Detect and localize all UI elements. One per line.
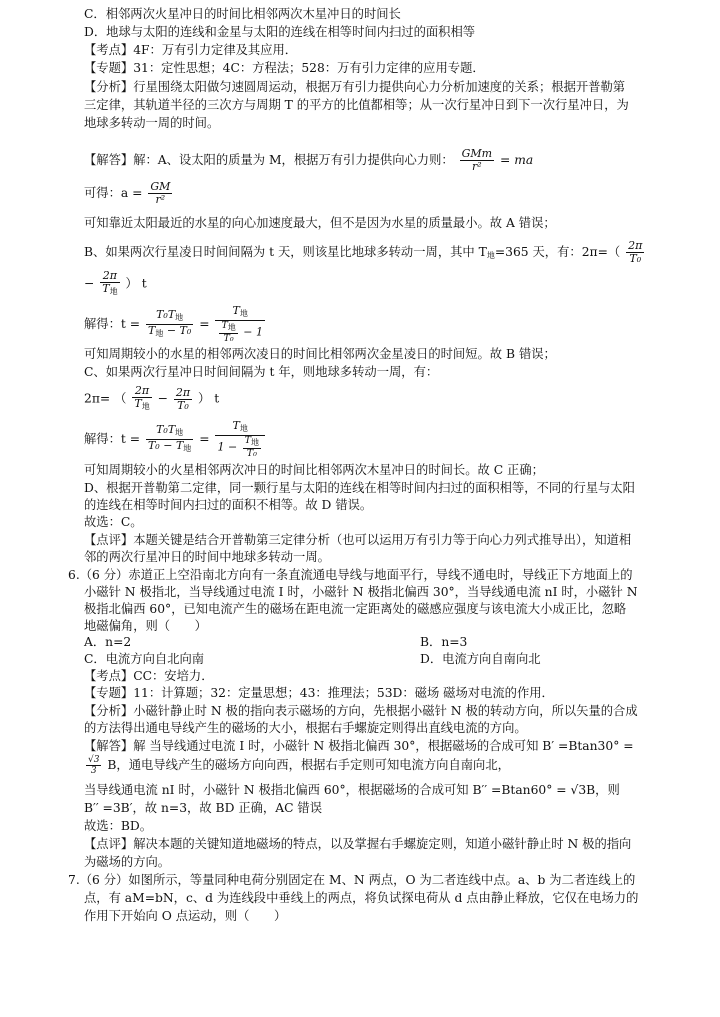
question-7-line-2: 点，有 aM=bN，c、d 为连线段中垂线上的两点，将负试探电荷从 d 点由静止释放，它仅在电场力的 bbox=[84, 891, 639, 905]
solve-c-line bbox=[84, 420, 267, 459]
question-7-line-3: 作用下开始向 O 点运动，则（ ） bbox=[84, 909, 287, 923]
zhuanti-6: 【专题】11：计算题；32：定量思想；43：推理法；53D：磁场 磁场对电流的作用． bbox=[84, 686, 554, 700]
jieda-line-1 bbox=[84, 148, 533, 173]
option-d-analysis-2: 的连线在相等时间内扫过的面积不相等。故 D 错误。 bbox=[84, 498, 373, 512]
formula-c-tdi-over-ratio: $T_地$ 1 − $\frac{T_地}{\text{T₀}}$ bbox=[215, 420, 265, 459]
jieda-6-line-2 bbox=[84, 755, 510, 776]
dianping-6-1: 【点评】解决本题的关键知道地磁场的特点，以及掌握右手螺旋定则，知道小磁针静止时 N 极的指向 bbox=[84, 837, 632, 851]
option-b-line bbox=[84, 240, 646, 265]
paren-t-c: ） t bbox=[198, 391, 220, 406]
fenxi-line-2: 三定律，其轨道半径的三次方与周期 T 的平方的比值都相等；从一次行星冲日到下一次行星冲日，为 bbox=[84, 98, 629, 112]
subscript-di: 地 bbox=[486, 251, 495, 260]
option-d-south-north: D．电流方向自南向北 bbox=[420, 652, 541, 666]
fenxi-6-line-1: 【分析】小磁针静止时 N 极的指向表示磁场的方向，先根据小磁针 N 极的转动方向，所以矢量的合成 bbox=[84, 704, 638, 718]
fenxi-line-3: 地球多转动一周的时间。 bbox=[84, 116, 220, 130]
formula-c-2pi-over-tdi: $\frac{2\pi}{T_地}$ bbox=[134, 384, 150, 411]
fenxi-6-line-2: 的方法得出通电导线产生的磁场的大小，根据右手螺旋定则得出直线电流的方向。 bbox=[84, 721, 527, 735]
dianping-2: 邻的两次行星冲日的时间中地球多转动一周。 bbox=[84, 550, 330, 564]
jieda-line-1-text: 【解答】解：A、设太阳的质量为 M，根据万有引力提供向心力则： bbox=[84, 153, 454, 167]
option-b-tail: =365 天，有：2π=（ bbox=[494, 245, 621, 259]
option-b-text: B、如果两次行星凌日时间间隔为 t 天，则该星比地球多转动一周，其中 T bbox=[84, 245, 487, 259]
formula-2pi-over-tdi: $\frac{2\pi}{T_地}$ bbox=[102, 269, 118, 296]
formula-c-2pi-over-t0: $\frac{2\pi}{\text{T₀}}$ bbox=[175, 385, 191, 412]
conclusion-c: 可知周期较小的火星相邻两次冲日的时间比相邻两次木星冲日的时间长。故 C 正确； bbox=[84, 463, 544, 477]
minus-sign: − bbox=[84, 276, 95, 291]
options-row-2 bbox=[84, 651, 541, 668]
jieda-6-line-2-text: B，通电导线产生的磁场方向向西，根据右手定则可知电流方向自南向北， bbox=[107, 758, 510, 772]
zhuanti-text: 【专题】31：定性思想；4C：方程法；528：万有引力定律的应用专题． bbox=[84, 61, 485, 75]
solve-b-label: 解得：t = bbox=[84, 317, 141, 331]
equals-sign: = bbox=[199, 317, 210, 331]
option-d-analysis-1: D、根据开普勒第二定律，同一颗行星与太阳的连线在相等时间内扫过的面积相等，不同的行星与太阳 bbox=[84, 481, 635, 495]
twopi-eq-paren: 2π= （ bbox=[84, 391, 127, 406]
conclusion-a: 可知靠近太阳最近的水星的向心加速度最大，但不是因为水星的质量最小。故 A 错误； bbox=[84, 216, 556, 230]
kaodian-text: 【考点】4F：万有引力定律及其应用． bbox=[84, 43, 298, 57]
equals-sign-c: = bbox=[199, 432, 210, 446]
formula-2pi-over-t0: $\frac{2\pi}{\text{T₀}}$ bbox=[628, 239, 643, 265]
answer-bd: 故选：BD。 bbox=[84, 819, 153, 833]
question-6-line-4: 地磁偏角，则（ ） bbox=[84, 619, 207, 633]
option-a-n2: A．n=2 bbox=[84, 635, 132, 649]
formula-c-t0tdi-over-diff: $\frac{T_0T_地}{T_0 - T_地}$ bbox=[147, 423, 192, 453]
question-6-line-2: 小磁针 N 极指北，当导线通过电流 I 时，小磁针 N 极指北偏西 30°，当导线通电流 nI 时，小磁针 N bbox=[84, 585, 638, 599]
option-c-north-south: C．电流方向自北向南 bbox=[84, 652, 205, 666]
acceleration-line bbox=[84, 181, 174, 206]
formula-gm-over-r2: $\frac{GM}{\text{r²}}$ bbox=[150, 180, 171, 206]
conclusion-b: 可知周期较小的水星的相邻两次凌日的时间比相邻两次金星凌日的时间短。故 B 错误； bbox=[84, 347, 556, 361]
solve-c-label: 解得：t = bbox=[84, 432, 141, 446]
solve-b-line bbox=[84, 305, 267, 344]
question-7-line-1: 7.（6 分）如图所示，等量同种电荷分别固定在 M、N 两点，O 为二者连线中点。a、b 为二者连线上的 bbox=[68, 873, 636, 887]
answer-c: 故选：C。 bbox=[84, 515, 143, 529]
option-c-text: C．相邻两次火星冲日的时间比相邻两次木星冲日的时间长 bbox=[84, 7, 401, 21]
option-d-text: D．地球与太阳的连线和金星与太阳的连线在相等时间内扫过的面积相等 bbox=[84, 25, 476, 39]
formula-sqrt3-over-3: $\frac{√3}{3}$ bbox=[88, 755, 100, 776]
question-6-line-1: 6.（6 分）赤道正上空沿南北方向有一条直流通电导线与地面平行，导线不通电时，导线正下方地面上的 bbox=[68, 568, 633, 582]
option-b-line-2 bbox=[84, 270, 147, 298]
dianping-1: 【点评】本题关键是结合开普勒第三定律分析（也可以运用万有引力等于向心力列式推导出），知道相 bbox=[84, 533, 632, 547]
minus-sign-c: − bbox=[157, 391, 168, 406]
question-6-line-3: 极指北偏西 60°，已知电流产生的磁场在距电流一定距离处的磁感应强度与该电流大小成正比，忽略 bbox=[84, 602, 627, 616]
jieda-6-line-4: B′′ =3B′，故 n=3，故 BD 正确，AC 错误 bbox=[84, 801, 323, 815]
fenxi-line-1: 【分析】行星围绕太阳做匀速圆周运动，根据万有引力提供向心力分析加速度的关系；根据开普勒第 bbox=[84, 80, 626, 94]
formula-tdi-over-ratio: $T_地$ $\frac{T_地}{\text{T₀}}$ − 1 bbox=[215, 305, 265, 344]
dianping-6-2: 为磁场的方向。 bbox=[84, 855, 171, 869]
formula-eq-ma: = ma bbox=[500, 153, 534, 167]
option-c-line: C、如果两次行星冲日时间间隔为 t 年，则地球多转动一周，有： bbox=[84, 365, 439, 379]
jieda-6-line-1: 【解答】解 当导线通过电流 I 时，小磁针 N 极指北偏西 30°，根据磁场的合成可知 B′ =Btan30° = bbox=[84, 739, 634, 753]
formula-t0tdi-over-diff: $\frac{T_0T_地}{T_地 - T_0}$ bbox=[147, 308, 192, 338]
acceleration-label: 可得：a = bbox=[84, 186, 143, 200]
option-b-n3: B．n=3 bbox=[420, 635, 468, 649]
kaodian-6: 【考点】CC：安培力． bbox=[84, 669, 214, 683]
jieda-6-line-3: 当导线通电流 nI 时，小磁针 N 极指北偏西 60°，根据磁场的合成可知 B′′ =Btan60° = √3B，则 bbox=[84, 783, 620, 797]
option-c-formula bbox=[84, 385, 219, 413]
paren-t: ） t bbox=[125, 276, 147, 291]
options-row-1 bbox=[84, 634, 468, 651]
formula-gmm-over-r2: $\frac{\text{GMm}}{\text{r²}}$ bbox=[461, 147, 493, 173]
